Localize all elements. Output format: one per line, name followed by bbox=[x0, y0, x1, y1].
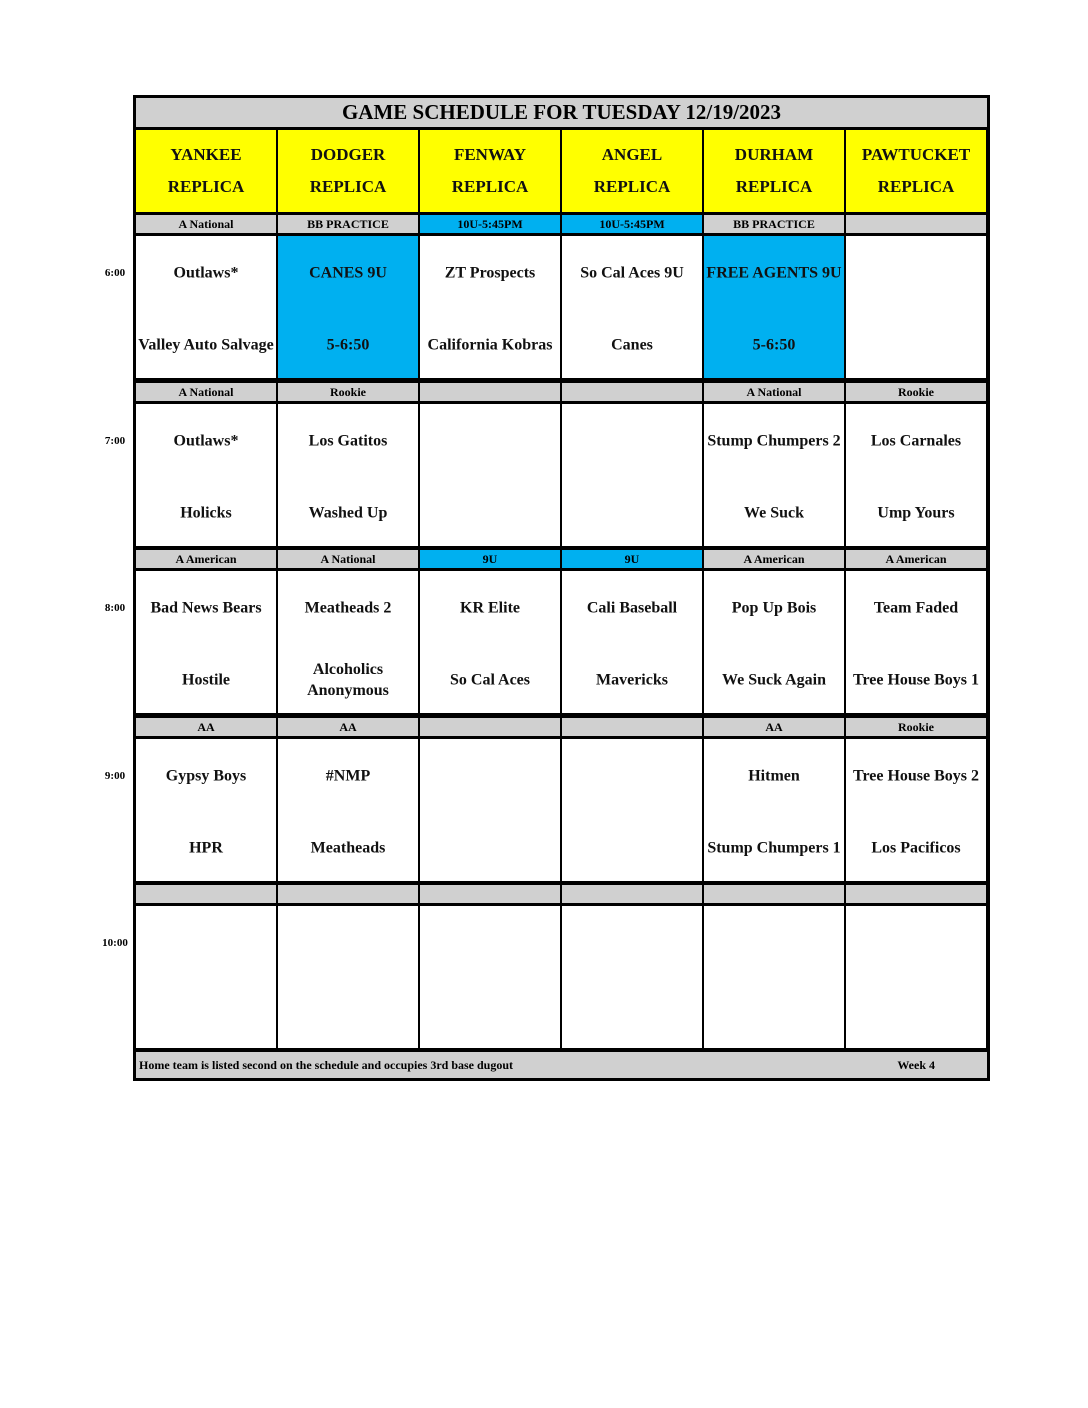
field-header bbox=[278, 130, 418, 212]
game-cell bbox=[846, 236, 986, 378]
home-team: California Kobras bbox=[427, 336, 553, 354]
game-cell bbox=[562, 404, 702, 546]
away-team: Los Carnales bbox=[870, 432, 962, 450]
footer-bar bbox=[136, 1052, 987, 1078]
division-label: 10U-5:45PM bbox=[420, 215, 560, 233]
field-name: DODGER bbox=[310, 145, 386, 164]
game-cell bbox=[704, 739, 844, 881]
home-team: We Suck bbox=[743, 504, 804, 522]
division-label: AA bbox=[278, 718, 418, 736]
field-name: ANGEL bbox=[601, 145, 663, 164]
home-team: Valley Auto Salvage bbox=[138, 336, 274, 354]
field-header bbox=[562, 130, 702, 212]
division-label bbox=[846, 215, 986, 233]
division-label: A National bbox=[136, 383, 276, 401]
game-cell bbox=[420, 404, 560, 546]
game-cell bbox=[278, 571, 418, 713]
field-name: FENWAY bbox=[453, 145, 527, 164]
time-label: 6:00 bbox=[104, 267, 126, 279]
division-label bbox=[420, 383, 560, 401]
field-subtitle: REPLICA bbox=[735, 177, 813, 196]
time-label: 10:00 bbox=[102, 937, 128, 949]
home-team: Los Pacificos bbox=[871, 839, 961, 857]
away-team: Cali Baseball bbox=[586, 599, 678, 617]
home-team: Mavericks bbox=[596, 671, 668, 689]
away-team: Team Faded bbox=[873, 599, 959, 617]
away-team: So Cal Aces 9U bbox=[580, 264, 684, 282]
home-team: Meatheads bbox=[310, 839, 386, 857]
home-team: HPR bbox=[189, 839, 223, 857]
division-label bbox=[420, 885, 560, 903]
away-team: KR Elite bbox=[460, 599, 520, 617]
division-label: A National bbox=[136, 215, 276, 233]
home-team: Holicks bbox=[180, 504, 232, 522]
home-team: 5-6:50 bbox=[326, 336, 370, 354]
game-cell bbox=[136, 571, 276, 713]
division-label: AA bbox=[136, 718, 276, 736]
division-label: A American bbox=[846, 550, 986, 568]
game-cell bbox=[420, 739, 560, 881]
away-team: Meatheads 2 bbox=[304, 599, 392, 617]
time-label: 7:00 bbox=[104, 435, 126, 447]
schedule-title: GAME SCHEDULE FOR TUESDAY 12/19/2023 bbox=[136, 98, 987, 127]
field-subtitle: REPLICA bbox=[309, 177, 387, 196]
field-name: DURHAM bbox=[734, 145, 814, 164]
division-label: BB PRACTICE bbox=[704, 215, 844, 233]
home-team: Washed Up bbox=[308, 504, 388, 522]
field-subtitle: REPLICA bbox=[451, 177, 529, 196]
game-cell bbox=[136, 739, 276, 881]
game-cell bbox=[562, 906, 702, 1048]
game-cell bbox=[278, 906, 418, 1048]
field-subtitle: REPLICA bbox=[593, 177, 671, 196]
game-cell bbox=[136, 906, 276, 1048]
game-cell bbox=[704, 571, 844, 713]
field-subtitle: REPLICA bbox=[167, 177, 245, 196]
game-cell bbox=[278, 404, 418, 546]
game-cell bbox=[704, 236, 844, 378]
away-team: CANES 9U bbox=[309, 264, 387, 282]
footer-note: Home team is listed second on the schedule and occupies 3rd base dugout bbox=[139, 1057, 514, 1072]
home-team: Stump Chumpers 1 bbox=[707, 839, 841, 857]
division-label: A National bbox=[704, 383, 844, 401]
division-label: AA bbox=[704, 718, 844, 736]
game-cell bbox=[846, 906, 986, 1048]
game-cell bbox=[278, 739, 418, 881]
game-cell bbox=[136, 404, 276, 546]
division-label bbox=[420, 718, 560, 736]
home-team: So Cal Aces bbox=[450, 671, 530, 689]
game-cell bbox=[420, 571, 560, 713]
division-label bbox=[562, 718, 702, 736]
away-team: Pop Up Bois bbox=[731, 599, 817, 617]
game-cell bbox=[704, 404, 844, 546]
away-team: Outlaws* bbox=[173, 264, 239, 282]
game-cell bbox=[562, 236, 702, 378]
home-team: Ump Yours bbox=[877, 504, 955, 522]
division-label bbox=[704, 885, 844, 903]
field-subtitle: REPLICA bbox=[877, 177, 955, 196]
division-label: 10U-5:45PM bbox=[562, 215, 702, 233]
field-header bbox=[704, 130, 844, 212]
division-label: Rookie bbox=[846, 718, 986, 736]
game-cell bbox=[846, 571, 986, 713]
division-label: A American bbox=[704, 550, 844, 568]
division-label: A National bbox=[278, 550, 418, 568]
game-cell bbox=[420, 236, 560, 378]
home-team: We Suck Again bbox=[721, 671, 827, 689]
division-label bbox=[136, 885, 276, 903]
game-cell bbox=[278, 236, 418, 378]
week-label: Week 4 bbox=[897, 1057, 935, 1072]
time-label: 9:00 bbox=[104, 770, 126, 782]
game-cell bbox=[562, 739, 702, 881]
division-label bbox=[562, 383, 702, 401]
home-team: Canes bbox=[611, 336, 653, 354]
home-team: Hostile bbox=[182, 671, 230, 689]
time-label: 8:00 bbox=[104, 602, 126, 614]
away-team: ZT Prospects bbox=[444, 264, 536, 282]
home-team: Tree House Boys 1 bbox=[852, 671, 980, 689]
home-team: 5-6:50 bbox=[752, 336, 796, 354]
away-team: Los Gatitos bbox=[308, 432, 388, 450]
away-team: Gypsy Boys bbox=[165, 767, 247, 785]
field-header bbox=[136, 130, 276, 212]
division-label: A American bbox=[136, 550, 276, 568]
field-header bbox=[846, 130, 986, 212]
division-label bbox=[846, 885, 986, 903]
field-name: YANKEE bbox=[170, 145, 242, 164]
away-team: Stump Chumpers 2 bbox=[707, 432, 841, 450]
away-team: FREE AGENTS 9U bbox=[706, 264, 842, 282]
field-header bbox=[420, 130, 560, 212]
field-name: PAWTUCKET bbox=[861, 145, 971, 164]
home-team: Alcoholics Anonymous bbox=[307, 661, 389, 699]
division-label: 9U bbox=[420, 550, 560, 568]
division-label: Rookie bbox=[846, 383, 986, 401]
division-label bbox=[278, 885, 418, 903]
game-cell bbox=[562, 571, 702, 713]
game-cell bbox=[704, 906, 844, 1048]
division-label: BB PRACTICE bbox=[278, 215, 418, 233]
game-cell bbox=[846, 404, 986, 546]
away-team: Tree House Boys 2 bbox=[852, 767, 980, 785]
schedule-table bbox=[133, 95, 990, 1081]
away-team: Hitmen bbox=[748, 767, 800, 785]
away-team: Outlaws* bbox=[173, 432, 239, 450]
away-team: #NMP bbox=[325, 767, 371, 785]
division-label: 9U bbox=[562, 550, 702, 568]
away-team: Bad News Bears bbox=[150, 599, 262, 617]
game-cell bbox=[136, 236, 276, 378]
game-cell bbox=[420, 906, 560, 1048]
game-cell bbox=[846, 739, 986, 881]
division-label bbox=[562, 885, 702, 903]
division-label: Rookie bbox=[278, 383, 418, 401]
